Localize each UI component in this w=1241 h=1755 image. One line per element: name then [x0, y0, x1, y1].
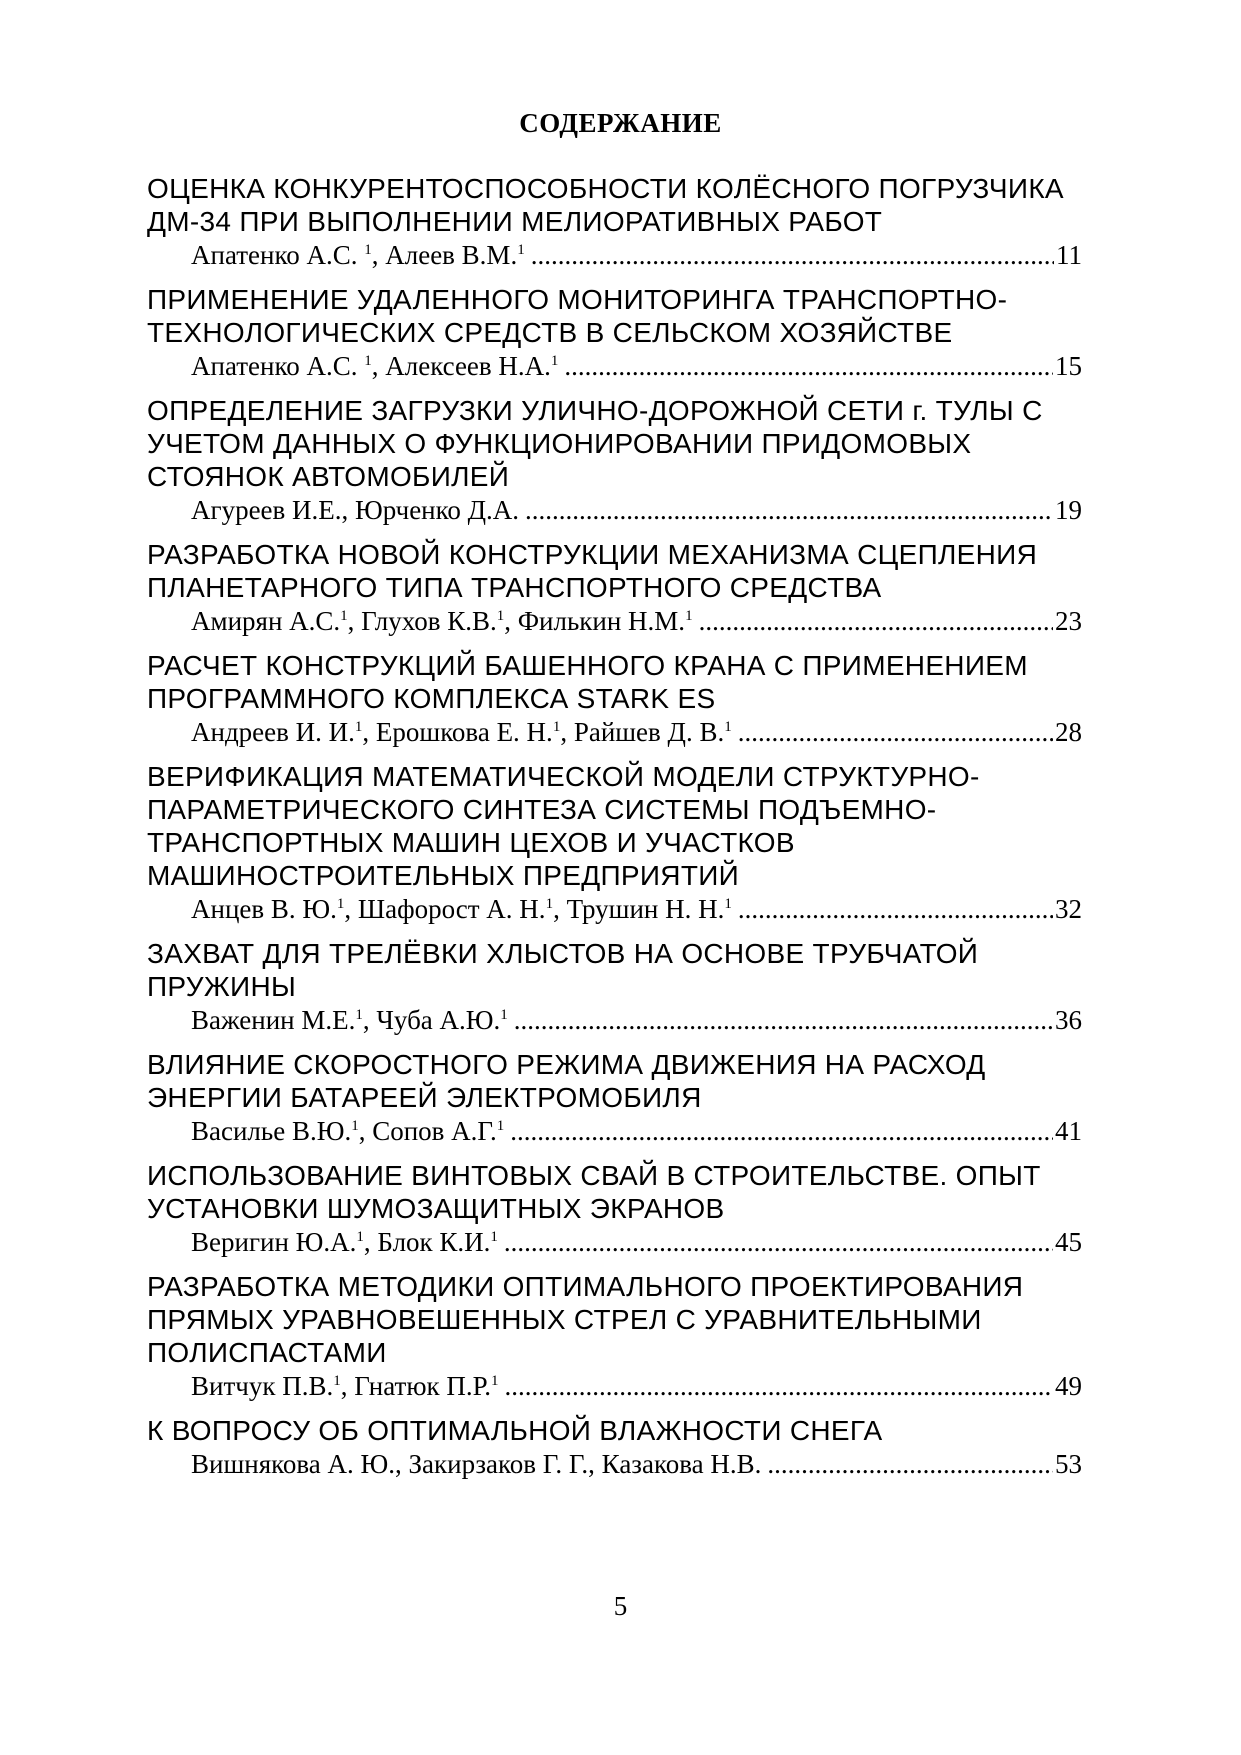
entry-title-line: ОПРЕДЕЛЕНИЕ ЗАГРУЗКИ УЛИЧНО-ДОРОЖНОЙ СЕТИ г. ТУЛЫ С: [147, 395, 1043, 426]
affiliation-superscript: 1: [336, 896, 345, 912]
entry-title: [147, 283, 1082, 349]
entry-authors: [191, 493, 519, 528]
dot-leader: [738, 715, 1053, 750]
affiliation-superscript: 1: [517, 242, 525, 258]
affiliation-superscript: 1: [356, 1229, 364, 1245]
entry-title: [147, 1414, 1082, 1447]
dot-leader: [738, 892, 1053, 927]
toc-entry[interactable]: [147, 172, 1082, 273]
entry-title-line: ЗАХВАТ ДЛЯ ТРЕЛЁВКИ ХЛЫСТОВ НА ОСНОВЕ ТРУБЧАТОЙ: [147, 938, 979, 969]
entry-title-line: ВЛИЯНИЕ СКОРОСТНОГО РЕЖИМА ДВИЖЕНИЯ НА РАСХОД: [147, 1049, 986, 1080]
table-of-contents: [147, 172, 1082, 1492]
entry-title-line: ТРАНСПОРТНЫХ МАШИН ЦЕХОВ И УЧАСТКОВ: [147, 827, 795, 858]
affiliation-superscript: 1: [354, 719, 363, 735]
entry-page-number: 45: [1055, 1227, 1082, 1257]
author-name: , Алексеев Н.А.: [371, 351, 551, 381]
author-name: , Райшев Д. В.: [560, 717, 725, 747]
entry-title-line: ПОЛИСПАСТАМИ: [147, 1337, 387, 1368]
author-line: [191, 892, 1082, 927]
author-name: Апатенко А.С.: [191, 240, 365, 270]
affiliation-superscript: 1: [364, 242, 372, 258]
affiliation-superscript: 1: [340, 608, 348, 624]
toc-entry[interactable]: [147, 649, 1082, 750]
affiliation-superscript: 1: [545, 896, 554, 912]
author-name: , Чуба А.Ю.: [362, 1005, 501, 1035]
toc-entry[interactable]: [147, 394, 1082, 528]
toc-entry[interactable]: [147, 283, 1082, 384]
toc-entry[interactable]: [147, 1159, 1082, 1260]
entry-title-line: ПАРАМЕТРИЧЕСКОГО СИНТЕЗА СИСТЕМЫ ПОДЪЕМНО-: [147, 794, 937, 825]
entry-page-number: 41: [1055, 1116, 1082, 1146]
entry-title-line: ОЦЕНКА КОНКУРЕНТОСПОСОБНОСТИ КОЛЁСНОГО ПОГРУЗЧИКА: [147, 173, 1064, 204]
author-name: Василье В.Ю.: [191, 1116, 352, 1146]
author-name: , Блок К.И.: [363, 1227, 491, 1257]
affiliation-superscript: 1: [355, 1007, 363, 1023]
dot-leader: [510, 1114, 1053, 1149]
page-number: 5: [613, 1591, 628, 1621]
author-name: , Алеев В.М.: [371, 240, 518, 270]
dot-leader: [514, 1003, 1053, 1038]
author-name: , Шафорост А. Н.: [344, 894, 546, 924]
entry-authors: [191, 1369, 499, 1404]
entry-title-line: ПРИМЕНЕНИЕ УДАЛЕННОГО МОНИТОРИНГА ТРАНСПОРТНО-: [147, 284, 1008, 315]
entry-title: [147, 538, 1082, 604]
entry-title-line: ПРОГРАММНОГО КОМПЛЕКСА STARK ES: [147, 683, 716, 714]
affiliation-superscript: 1: [500, 1007, 508, 1023]
entry-title-line: УСТАНОВКИ ШУМОЗАЩИТНЫХ ЭКРАНОВ: [147, 1193, 725, 1224]
entry-title-line: СТОЯНОК АВТОМОБИЛЕЙ: [147, 461, 510, 492]
entry-title-line: РАЗРАБОТКА МЕТОДИКИ ОПТИМАЛЬНОГО ПРОЕКТИРОВАНИЯ: [147, 1271, 1024, 1302]
entry-title-line: ТЕХНОЛОГИЧЕСКИХ СРЕДСТВ В СЕЛЬСКОМ ХОЗЯЙСТВЕ: [147, 317, 953, 348]
entry-authors: [191, 349, 558, 384]
author-name: Амирян А.С.: [191, 606, 341, 636]
entry-page-number: 49: [1055, 1371, 1082, 1401]
author-line: [191, 1369, 1082, 1404]
author-name: Анцев В. Ю.: [191, 894, 337, 924]
entry-page-number: 11: [1056, 240, 1082, 270]
affiliation-superscript: 1: [496, 608, 505, 624]
entry-title: [147, 760, 1082, 892]
entry-page-number: 36: [1055, 1005, 1082, 1035]
author-name: , Ерошкова Е. Н.: [362, 717, 553, 747]
entry-page-number: 23: [1055, 606, 1082, 636]
author-line: [191, 1447, 1082, 1482]
author-name: , Филькин Н.М.: [504, 606, 686, 636]
dot-leader: [699, 604, 1053, 639]
author-line: [191, 238, 1082, 273]
author-name: , Гнатюк П.Р.: [340, 1371, 492, 1401]
affiliation-superscript: 1: [552, 719, 561, 735]
entry-title: [147, 1270, 1082, 1369]
author-line: [191, 349, 1082, 384]
affiliation-superscript: 1: [724, 896, 732, 912]
toc-entry[interactable]: [147, 538, 1082, 639]
entry-title-line: ВЕРИФИКАЦИЯ МАТЕМАТИЧЕСКОЙ МОДЕЛИ СТРУКТУРНО-: [147, 761, 980, 792]
entry-authors: [191, 1447, 761, 1482]
entry-title-line: УЧЕТОМ ДАННЫХ О ФУНКЦИОНИРОВАНИИ ПРИДОМОВЫХ: [147, 428, 972, 459]
entry-page-number: 28: [1055, 717, 1082, 747]
affiliation-superscript: 1: [496, 1118, 505, 1134]
author-line: [191, 604, 1082, 639]
entry-page-number: 53: [1055, 1449, 1082, 1479]
entry-page-number: 32: [1055, 894, 1082, 924]
entry-title-line: РАЗРАБОТКА НОВОЙ КОНСТРУКЦИИ МЕХАНИЗМА СЦЕПЛЕНИЯ: [147, 539, 1038, 570]
author-name: , Глухов К.В.: [347, 606, 497, 636]
dot-leader: [564, 349, 1053, 384]
author-name: Андреев И. И.: [191, 717, 355, 747]
dot-leader: [505, 1369, 1053, 1404]
affiliation-superscript: 1: [333, 1373, 341, 1389]
toc-entry[interactable]: [147, 1048, 1082, 1149]
author-line: [191, 1225, 1082, 1260]
dot-leader: [767, 1447, 1053, 1482]
dot-leader: [531, 238, 1054, 273]
entry-title-line: ПРЯМЫХ УРАВНОВЕШЕННЫХ СТРЕЛ С УРАВНИТЕЛЬНЫМИ: [147, 1304, 982, 1335]
author-line: [191, 493, 1082, 528]
entry-title-line: ЭНЕРГИИ БАТАРЕЕЙ ЭЛЕКТРОМОБИЛЯ: [147, 1082, 702, 1113]
entry-authors: [191, 715, 732, 750]
page-title: СОДЕРЖАНИЕ: [519, 108, 722, 138]
affiliation-superscript: 1: [685, 608, 693, 624]
affiliation-superscript: 1: [724, 719, 732, 735]
author-name: , Трушин Н. Н.: [553, 894, 725, 924]
affiliation-superscript: 1: [490, 1229, 498, 1245]
entry-title-line: К ВОПРОСУ ОБ ОПТИМАЛЬНОЙ ВЛАЖНОСТИ СНЕГА: [147, 1415, 883, 1446]
author-name: Вишнякова А. Ю., Закирзаков Г. Г., Казакова Н.В.: [191, 1449, 762, 1479]
toc-entry[interactable]: [147, 1270, 1082, 1404]
author-name: Апатенко А.С.: [191, 351, 365, 381]
entry-authors: [191, 604, 693, 639]
entry-title-line: ПРУЖИНЫ: [147, 971, 297, 1002]
author-line: [191, 1003, 1082, 1038]
entry-title-line: ИСПОЛЬЗОВАНИЕ ВИНТОВЫХ СВАЙ В СТРОИТЕЛЬСТВЕ. ОПЫТ: [147, 1160, 1041, 1191]
entry-title-line: ПЛАНЕТАРНОГО ТИПА ТРАНСПОРТНОГО СРЕДСТВА: [147, 572, 882, 603]
affiliation-superscript: 1: [351, 1118, 359, 1134]
entry-title: [147, 172, 1082, 238]
entry-authors: [191, 238, 525, 273]
affiliation-superscript: 1: [364, 353, 372, 369]
author-name: Агуреев И.Е., Юрченко Д.А.: [191, 495, 520, 525]
toc-entry[interactable]: [147, 937, 1082, 1038]
author-name: Витчук П.В.: [191, 1371, 334, 1401]
entry-title: [147, 937, 1082, 1003]
toc-entry[interactable]: [147, 760, 1082, 927]
toc-entry[interactable]: [147, 1414, 1082, 1482]
entry-authors: [191, 892, 732, 927]
entry-title: [147, 1159, 1082, 1225]
entry-authors: [191, 1225, 498, 1260]
affiliation-superscript: 1: [491, 1373, 499, 1389]
entry-authors: [191, 1003, 508, 1038]
author-name: , Сопов А.Г.: [358, 1116, 497, 1146]
entry-page-number: 19: [1055, 495, 1082, 525]
entry-title-line: МАШИНОСТРОИТЕЛЬНЫХ ПРЕДПРИЯТИЙ: [147, 860, 740, 891]
entry-title-line: ДМ-34 ПРИ ВЫПОЛНЕНИИ МЕЛИОРАТИВНЫХ РАБОТ: [147, 206, 883, 237]
author-line: [191, 1114, 1082, 1149]
entry-page-number: 15: [1055, 351, 1082, 381]
author-line: [191, 715, 1082, 750]
entry-title: [147, 394, 1082, 493]
dot-leader: [525, 493, 1053, 528]
affiliation-superscript: 1: [550, 353, 559, 369]
entry-title: [147, 649, 1082, 715]
author-name: Важенин М.Е.: [191, 1005, 356, 1035]
entry-title: [147, 1048, 1082, 1114]
author-name: Веригин Ю.А.: [191, 1227, 357, 1257]
dot-leader: [504, 1225, 1053, 1260]
entry-title-line: РАСЧЕТ КОНСТРУКЦИЙ БАШЕННОГО КРАНА С ПРИМЕНЕНИЕМ: [147, 650, 1028, 681]
entry-authors: [191, 1114, 504, 1149]
